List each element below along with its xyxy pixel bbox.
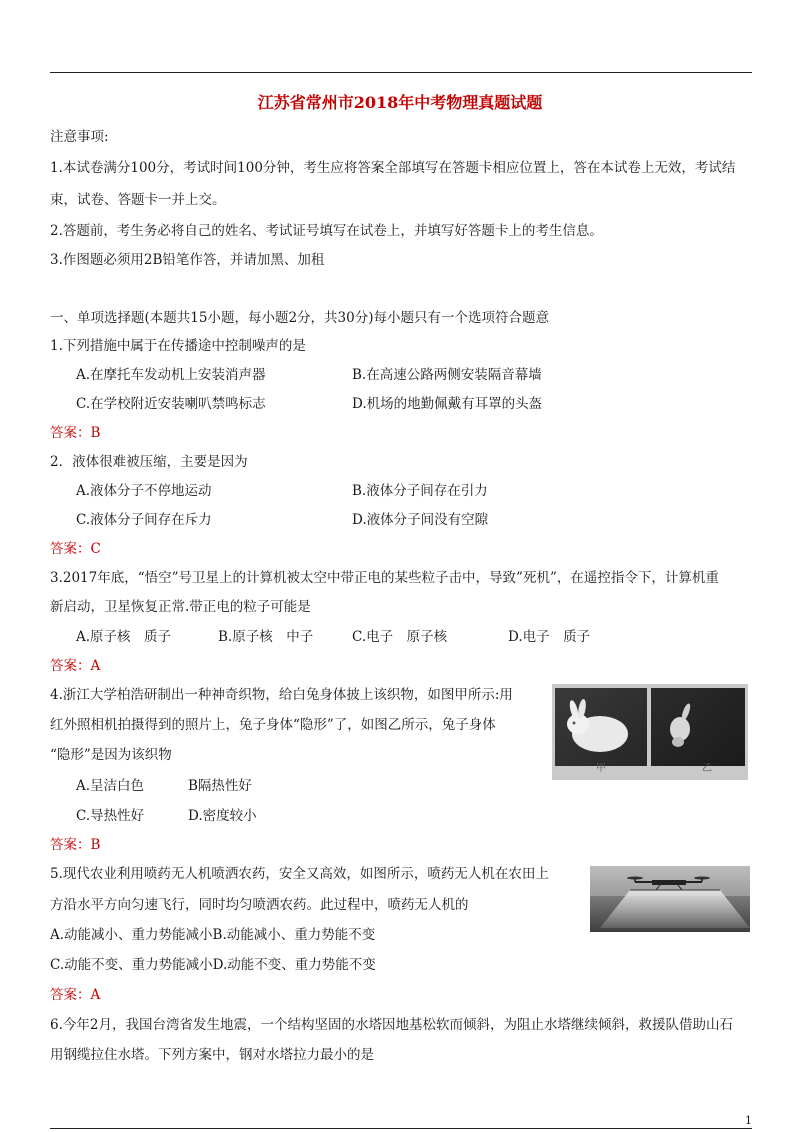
q6-stem-cont: 用钢缆拉住水塔。下列方案中，钢对水塔拉力最小的是: [50, 1047, 374, 1063]
q3-option-b: B.原子核 中子: [218, 629, 314, 645]
q4-option-a: A.呈洁白色: [76, 778, 145, 794]
q4-option-c: C.导热性好: [76, 808, 145, 824]
notice-item-3: 3.作图题必须用2B铅笔作答，并请加黑、加租: [50, 252, 325, 268]
page-title: 江苏省常州市2018年中考物理真题试题: [257, 93, 543, 112]
q3-answer: 答案：A: [50, 658, 101, 674]
q3-stem-cont: 新启动，卫星恢复正常.带正电的粒子可能是: [50, 599, 311, 615]
notice-item-1-cont: 束，试卷、答题卡一并上交。: [50, 192, 226, 208]
q4-option-b: B隔热性好: [188, 778, 252, 794]
q2-stem: 2．液体很难被压缩，主要是因为: [50, 454, 248, 470]
rabbit-photos-image: [552, 684, 748, 780]
section-heading: 一、单项选择题(本题共15小题，每小题2分，共30分)每小题只有一个选项符合题意: [50, 310, 549, 326]
q2-option-c: C.液体分子间存在斥力: [76, 512, 212, 528]
q5-stem-cont: 方沿水平方向匀速飞行，同时均匀喷洒农药。此过程中，喷药无人机的: [50, 897, 469, 913]
q2-option-d: D.液体分子间没有空隙: [352, 512, 489, 528]
q1-option-d: D.机场的地勤佩戴有耳罩的头盔: [352, 396, 543, 412]
q3-option-c: C.电子 原子核: [352, 629, 448, 645]
q4-stem: 4.浙江大学柏浩研制出一种神奇织物，给白兔身体披上该织物，如图甲所示:用: [50, 687, 513, 703]
q5-stem: 5.现代农业利用喷药无人机喷洒农药，安全又高效，如图所示，喷药无人机在农田上: [50, 866, 549, 882]
q4-answer: 答案：B: [50, 837, 101, 853]
q2-option-b: B.液体分子间存在引力: [352, 483, 488, 499]
q2-answer: 答案：C: [50, 541, 101, 557]
q5-options-cd: C.动能不变、重力势能减小D.动能不变、重力势能不变: [50, 957, 376, 973]
q4-option-d: D.密度较小: [188, 808, 257, 824]
q1-answer: 答案：B: [50, 425, 101, 441]
q1-stem: 1.下列措施中属于在传播途中控制噪声的是: [50, 338, 306, 354]
page-number: 1: [745, 1114, 752, 1127]
drone-spraying-image: [590, 866, 750, 932]
figure-label-jia: 甲: [596, 763, 606, 774]
notice-item-1: 1.本试卷满分100分，考试时间100分钟，考生应将答案全部填写在答题卡相应位置上，答在本试卷上无效，考试结: [50, 160, 736, 176]
q1-option-c: C.在学校附近安装喇叭禁鸣标志: [76, 396, 266, 412]
q5-answer: 答案：A: [50, 987, 101, 1003]
q5-options-ab: A.动能减小、重力势能减小B.动能减小、重力势能不变: [50, 927, 376, 943]
q3-stem: 3.2017年底，“悟空”号卫星上的计算机被太空中带正电的某些粒子击中，导致”死机”，在遥控指令下，计算机重: [50, 570, 719, 586]
q4-stem-cont2: “隐形”是因为该织物: [50, 747, 172, 763]
q3-option-d: D.电子 质子: [508, 629, 591, 645]
q2-option-a: A.液体分子不停地运动: [76, 483, 212, 499]
header-rule: [50, 72, 752, 73]
notice-item-2: 2.答题前，考生务必将自己的姓名、考试证号填写在试卷上，并填写好答题卡上的考生信息。: [50, 223, 603, 239]
q3-option-a: A.原子核 质子: [76, 629, 172, 645]
footer-rule: [50, 1128, 752, 1129]
drone-figure: [590, 866, 750, 932]
q4-stem-cont: 红外照相机拍摄得到的照片上，兔子身体“隐形”了，如图乙所示，兔子身体: [50, 717, 496, 733]
figure-label-yi: 乙: [702, 763, 712, 774]
notice-heading: 注意事项:: [50, 129, 109, 145]
q1-option-a: A.在摩托车发动机上安装消声器: [76, 367, 266, 383]
q6-stem: 6.今年2月，我国台湾省发生地震，一个结构坚固的水塔因地基松软而倾斜，为阻止水塔继续倾斜，救援队借助山石: [50, 1017, 733, 1033]
rabbit-figure: [552, 684, 748, 780]
q1-option-b: B.在高速公路两侧安装隔音幕墙: [352, 367, 542, 383]
